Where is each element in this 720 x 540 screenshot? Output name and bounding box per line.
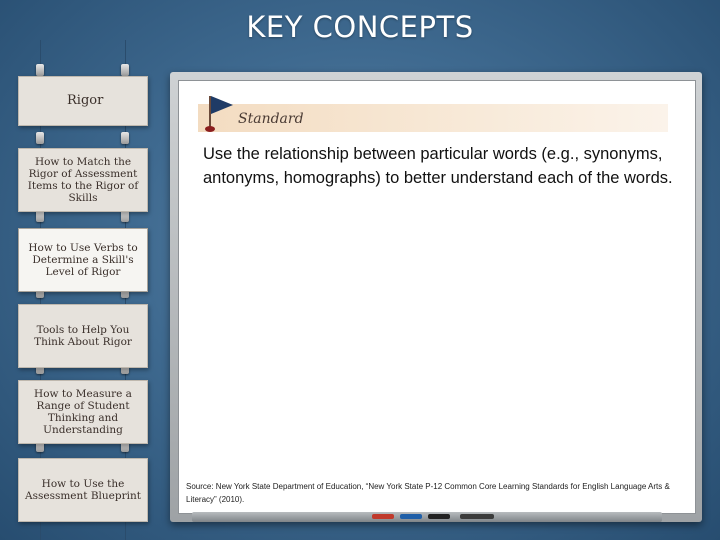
- sidebar-card-label: How to Match the Rigor of Assessment Items to the Rigor of Skills: [27, 156, 139, 204]
- sidebar-card-tools[interactable]: [18, 304, 148, 368]
- sidebar-card-label: How to Measure a Range of Student Thinking and Understanding: [34, 388, 132, 436]
- source-citation: Source: New York State Department of Education, “New York State P-12 Common Core Learning Standards for English Language Arts & Literacy” (2010).: [186, 482, 670, 504]
- card-clip: [121, 64, 129, 76]
- marker-blue: [400, 514, 422, 519]
- eraser: [460, 514, 494, 519]
- sidebar-card-match-rigor[interactable]: [18, 148, 148, 212]
- slide-title: KEY CONCEPTS: [246, 10, 474, 44]
- card-clip: [121, 132, 129, 144]
- sidebar-card-label: How to Use the Assessment Blueprint: [25, 478, 141, 502]
- sidebar-card-rigor[interactable]: [18, 76, 148, 126]
- sidebar-card-label: Tools to Help You Think About Rigor: [34, 324, 132, 348]
- sidebar-card-label: Rigor: [67, 93, 104, 108]
- card-clip: [36, 64, 44, 76]
- standard-label: Standard: [238, 111, 304, 127]
- marker-black: [428, 514, 450, 519]
- sidebar-card-blueprint[interactable]: [18, 458, 148, 522]
- marker-red: [372, 514, 394, 519]
- flag-base: [205, 126, 215, 132]
- marker-tray: [192, 512, 662, 522]
- sidebar-card-label: How to Use Verbs to Determine a Skill's Level of Rigor: [28, 242, 138, 278]
- sidebar-card-use-verbs[interactable]: [18, 228, 148, 292]
- standard-text: Use the relationship between particular words (e.g., synonyms, antonyms, homographs) to better understand each of the words.: [203, 145, 673, 187]
- flag-icon: [211, 96, 233, 114]
- sidebar-card-measure-range[interactable]: [18, 380, 148, 444]
- card-clip: [36, 132, 44, 144]
